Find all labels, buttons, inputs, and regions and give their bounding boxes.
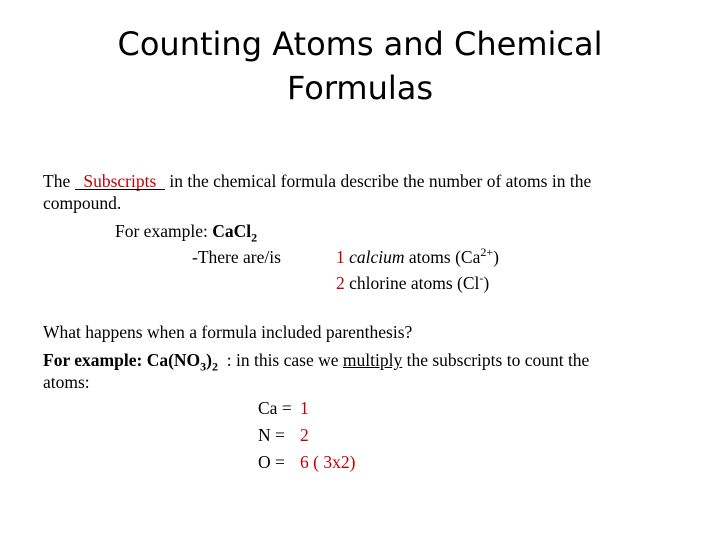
atoms-label: atoms: — [43, 372, 90, 392]
example2-label: For example: — [43, 350, 147, 370]
atom-line-chlorine: 2 chlorine atoms (Cl-) — [336, 271, 490, 293]
title-line-1: Counting Atoms and Chemical — [117, 25, 603, 63]
count-o-element: O = — [258, 452, 285, 472]
there-are-label: -There are/is — [192, 247, 281, 267]
fill-blank — [75, 170, 165, 192]
blank-answer: Subscripts — [83, 171, 157, 191]
atom-line-calcium: 1 calcium atoms $(Ca^{2+})$ — [336, 245, 499, 267]
count-o-value: 6 — [300, 452, 309, 472]
count-n-element: N = — [258, 425, 285, 445]
count-ca — [258, 397, 309, 419]
count-n-value: 2 — [300, 425, 309, 445]
example-label: For example: — [115, 221, 213, 241]
formula-cano32: $Ca(NO_3)_2$ — [146, 350, 218, 374]
example2-text-b: the subscripts to count the — [402, 350, 590, 370]
parenthesis-question: What happens when a formula included parenthesis? — [43, 322, 413, 342]
chlorine-count: 2 — [336, 273, 345, 293]
count-ca-element: Ca = — [258, 398, 292, 418]
multiply-word: multiply — [342, 350, 403, 370]
slide-title — [0, 22, 720, 110]
paragraph-subscripts — [43, 170, 591, 192]
count-o — [258, 451, 355, 473]
calcium-count: 1 — [336, 247, 345, 267]
chlorine-name: chlorine — [349, 273, 407, 293]
para1-prefix: The — [43, 171, 75, 191]
formula-cacl2: CaCl$_2$ — [212, 221, 258, 245]
count-n — [258, 424, 309, 446]
example2-text-a: : in this case we — [217, 350, 343, 370]
example-cano32 — [43, 349, 590, 374]
title-line-2: Formulas — [286, 69, 434, 107]
calcium-name: calcium — [349, 247, 405, 267]
para1-line2: compound. — [43, 193, 122, 213]
para1-suffix: in the chemical formula describe the number of atoms in the — [165, 171, 592, 191]
count-o-note: ( 3x2) — [308, 452, 356, 472]
count-ca-value: 1 — [300, 398, 309, 418]
example-cacl2 — [115, 220, 258, 245]
